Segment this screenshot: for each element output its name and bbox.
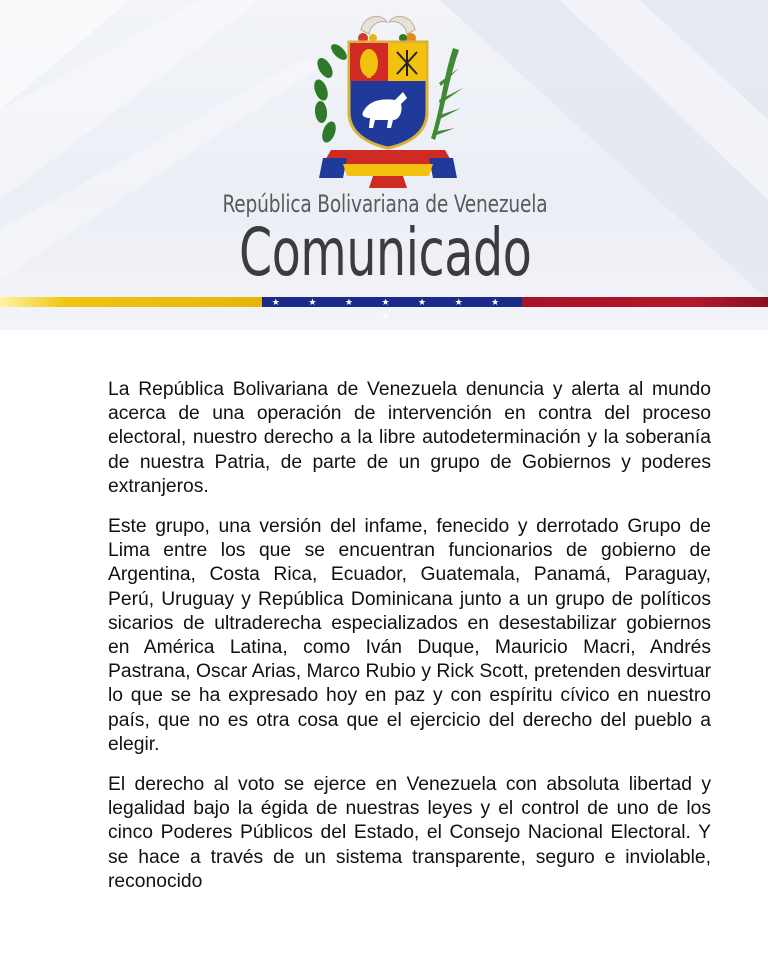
- paragraph-1: La República Bolivariana de Venezuela denuncia y alerta al mundo acerca de una operación de intervención en contra del proceso electoral, nuestro derecho a la libre autodeterminación y la soberanía de nuestra Patria, de parte de un grupo de Gobiernos y poderes extranjeros.: [108, 379, 711, 497]
- paragraph-2: Este grupo, una versión del infame, fenecido y derrotado Grupo de Lima entre los que se encuentran funcionarios de gobierno de Argentina, Costa Rica, Ecuador, Guatemala, Panamá, Paraguay, Perú, Uruguay y República Dominicana junto a un grupo de políticos sicarios de ultraderecha especializados en desestabilizar gobiernos en América Latina, como Iván Duque, Mauricio Macri, Andrés Pastrana, Oscar Arias, Marco Rubio y Rick Scott, pretenden desvirtuar lo que se ha expresado hoy en paz y con espíritu cívico en nuestro país, que no es otra cosa que el ejercicio del derecho del pueblo a elegir.: [108, 516, 711, 755]
- flag-red-band: [522, 297, 768, 307]
- flag-color-strip: [0, 297, 768, 321]
- page-title: Comunicado: [239, 214, 532, 291]
- communique-header: [0, 0, 768, 330]
- government-name: República Bolivariana de Venezuela: [222, 190, 548, 218]
- flag-yellow-band: [0, 297, 262, 307]
- flag-blue-band: [262, 297, 522, 321]
- coat-of-arms-emblem: [303, 8, 473, 190]
- paragraph-3: El derecho al voto se ejerce en Venezuela con absoluta libertad y legalidad bajo la égida de nuestras leyes y el control de uno de los cinco Poderes Públicos del Estado, el Consejo Nacional Electoral. Y se hace a través de un sistema transparente, seguro e inviolable, reconocido: [108, 774, 711, 892]
- flag-stars: ★ ★ ★ ★ ★ ★ ★ ★: [271, 297, 513, 321]
- communique-body: [108, 378, 711, 910]
